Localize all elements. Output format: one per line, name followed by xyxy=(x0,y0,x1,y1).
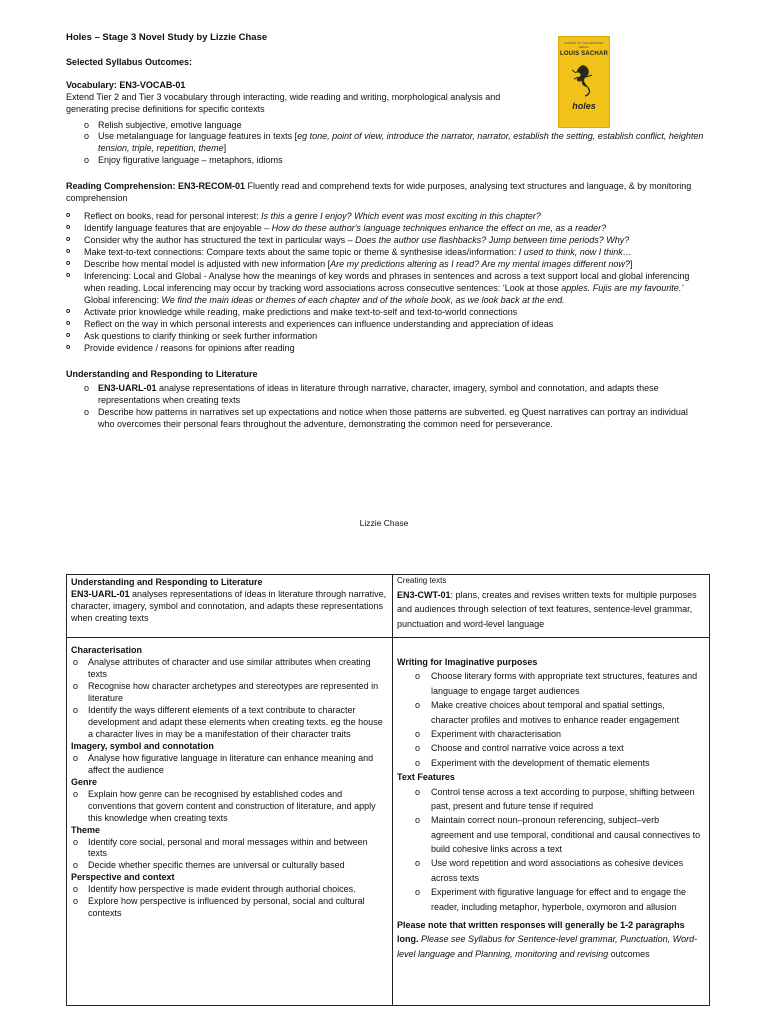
perspective-list xyxy=(71,884,387,920)
vocabulary-heading: Vocabulary: xyxy=(66,79,117,90)
list-item: o Control tense across a text according to purpose, shifting between past, present and future tense if required xyxy=(415,785,703,814)
list-item: o Identify core social, personal and moral messages within and between texts xyxy=(71,837,387,861)
list-item: o Provide evidence / reasons for opinions after reading xyxy=(66,343,706,355)
list-item: o Enjoy figurative language – metaphors, idioms xyxy=(84,155,706,167)
list-item: o Identify language features that are enjoyable – How do these author's language techniques enhance the effect on me, as a reader? xyxy=(66,223,706,235)
outcomes-table xyxy=(66,574,710,1006)
literature-heading: Understanding and Responding to Literature xyxy=(66,368,258,379)
reading-section xyxy=(66,181,706,205)
list-item: o Reflect on the way in which personal interests and experiences can influence understanding and appreciation of ideas xyxy=(66,319,706,331)
list-item: o Analyse how figurative language in literature can enhance meaning and affect the audience xyxy=(71,753,387,777)
table-cell-creating xyxy=(397,575,703,631)
list-item: o Explore how perspective is influenced by personal, social and cultural contexts xyxy=(71,896,387,920)
writing-list xyxy=(397,669,703,770)
table-column-divider xyxy=(392,575,393,1005)
list-item: o Describe how mental model is adjusted with new information [Are my predictions altering as I read? Are my mental images different now?] xyxy=(66,259,706,271)
list-item: o Reflect on books, read for personal interest: Is this a genre I enjoy? Which event was most exciting in this chapter? xyxy=(66,211,706,223)
list-item: o Use metalanguage for language features in texts [eg tone, point of view, introduce the narrator, narrator, establish the setting, establish conflict, heighten tension, triple, repetition, theme] xyxy=(84,131,706,155)
writing-heading: Writing for Imaginative purposes xyxy=(397,657,538,667)
cell-text: EN3-CWT-01: plans, creates and revises written texts for multiple purposes and audiences through selection of text features, sentence-level grammar, punctuation and word-level language xyxy=(397,589,697,629)
table-cell-creating-details xyxy=(397,655,703,961)
characterisation-heading: Characterisation xyxy=(71,645,143,655)
imagery-list xyxy=(71,753,387,777)
cell-heading: Understanding and Responding to Literature xyxy=(71,577,263,587)
list-item: o Make text-to-text connections: Compare texts about the same topic or theme & synthesise ideas/information: I used to think, now I think… xyxy=(66,247,706,259)
list-item: o Recognise how character archetypes and stereotypes are represented in literature xyxy=(71,681,387,705)
document-title: Holes – Stage 3 Novel Study by Lizzie Chase xyxy=(66,32,268,43)
list-item: o Identify how perspective is made evident through authorial choices. xyxy=(71,884,387,896)
table-cell-literature-details xyxy=(71,645,387,920)
characterisation-list xyxy=(71,657,387,741)
theme-list xyxy=(71,837,387,873)
vocabulary-list xyxy=(66,120,706,168)
theme-heading: Theme xyxy=(71,824,101,835)
list-item: o Choose literary forms with appropriate text structures, features and language to engage target audiences xyxy=(415,669,703,698)
cell-text: EN3-UARL-01 analyses representations of ideas in literature through narrative, character, imagery, symbol and connotation, and adapts these representations when creating texts xyxy=(71,588,387,623)
document-page xyxy=(66,32,706,431)
list-item: o Experiment with figurative language for effect and to engage the reader, including metaphor, hyperbole, oxymoron and allusion xyxy=(415,885,703,914)
vocabulary-section xyxy=(66,80,536,116)
reading-list xyxy=(66,211,706,355)
book-tagline: WINNER OF THE NEWBERY MEDAL xyxy=(564,41,604,49)
list-item: o Explain how genre can be recognised by established codes and conventions that govern content and construction of literature, and apply this knowledge when creating texts xyxy=(71,789,387,825)
list-item: o Consider why the author has structured the text in particular ways – Does the author use flashbacks? Jump between time periods? Why? xyxy=(66,235,706,247)
literature-list xyxy=(66,383,706,431)
list-item: o Analyse attributes of character and use similar attributes when creating texts xyxy=(71,657,387,681)
list-item: o Choose and control narrative voice across a text xyxy=(415,741,703,755)
perspective-heading: Perspective and context xyxy=(71,872,175,883)
imagery-heading: Imagery, symbol and connotation xyxy=(71,740,214,751)
list-item: o Identify the ways different elements of a text contribute to character development and adapt these elements when creating texts. eg the house a character lives in may be a manifestation of their character traits xyxy=(71,705,387,741)
selected-outcomes-label: Selected Syllabus Outcomes: xyxy=(66,56,193,67)
list-item: o Activate prior knowledge while reading, make predictions and make text-to-self and text-to-world connections xyxy=(66,307,706,319)
text-features-list xyxy=(397,785,703,915)
genre-heading: Genre xyxy=(71,776,98,787)
list-item: o Relish subjective, emotive language xyxy=(84,120,706,132)
book-title: holes xyxy=(572,101,596,112)
table-cell-literature xyxy=(71,577,387,625)
author-footer: Lizzie Chase xyxy=(359,518,409,528)
genre-list xyxy=(71,789,387,825)
vocabulary-text: Extend Tier 2 and Tier 3 vocabulary through interacting, wide reading and writing, morphological analysis and generating precise definitions for specific contexts xyxy=(66,91,501,114)
reading-code: EN3-RECOM-01 xyxy=(175,181,246,192)
holes-book-cover-image xyxy=(558,36,610,128)
table-row-divider xyxy=(67,637,709,638)
text-features-heading: Text Features xyxy=(397,772,455,783)
book-author: LOUIS SACHAR xyxy=(559,51,609,57)
reading-heading: Reading Comprehension: xyxy=(66,181,176,192)
list-item: o Experiment with the development of thematic elements xyxy=(415,756,703,770)
lizard-illustration-icon xyxy=(559,61,609,101)
vocabulary-heading-line xyxy=(66,80,536,92)
list-item: o Make creative choices about temporal and spatial settings, character profiles and motives to enhance reader engagement xyxy=(415,698,703,727)
list-item: o Describe how patterns in narratives set up expectations and notice when those patterns are subverted. eg Quest narratives can portray an individual who overcomes their personal fears throughout the adventure, demonstrating the common need for perseverance. xyxy=(84,407,706,431)
reading-text: Fluently read and comprehend texts for wide purposes, analysing text structures and language, & by monitoring comprehension xyxy=(66,181,692,204)
list-item: o Ask questions to clarify thinking or seek further information xyxy=(66,331,706,343)
list-item: o Use word repetition and word associations as cohesive devices across texts xyxy=(415,856,703,885)
written-response-note: Please note that written responses will generally be 1-2 paragraphs long. Please see Syllabus for Sentence-level grammar, Punctuation, Word-level language and Planning, monitoring and revising outcomes xyxy=(397,920,698,959)
vocabulary-code: EN3-VOCAB-01 xyxy=(116,79,186,90)
cell-heading: Creating texts xyxy=(397,576,447,585)
list-item: o EN3-UARL-01 analyse representations of ideas in literature through narrative, character, imagery, symbol and connotation, and adapts these representations when creating texts xyxy=(84,383,706,407)
list-item: o Decide whether specific themes are universal or culturally based xyxy=(71,860,387,872)
list-item: o Maintain correct noun–pronoun referencing, subject–verb agreement and use temporal, conditional and causal connectives to build cohesive links across a text xyxy=(415,813,703,856)
list-item: o Inferencing: Local and Global - Analyse how the meanings of key words and phrases in sentences and across a text support local and global inferencing when reading. Local inferencing may occur by tracking word associations across consecutive sentences: ‘Look at those apples. Fujis are my favourite.’ Global inferencing: We find the main ideas or themes of each chapter and of the whole book, as we look back at the end. xyxy=(66,271,706,307)
list-item: o Experiment with characterisation xyxy=(415,727,703,741)
